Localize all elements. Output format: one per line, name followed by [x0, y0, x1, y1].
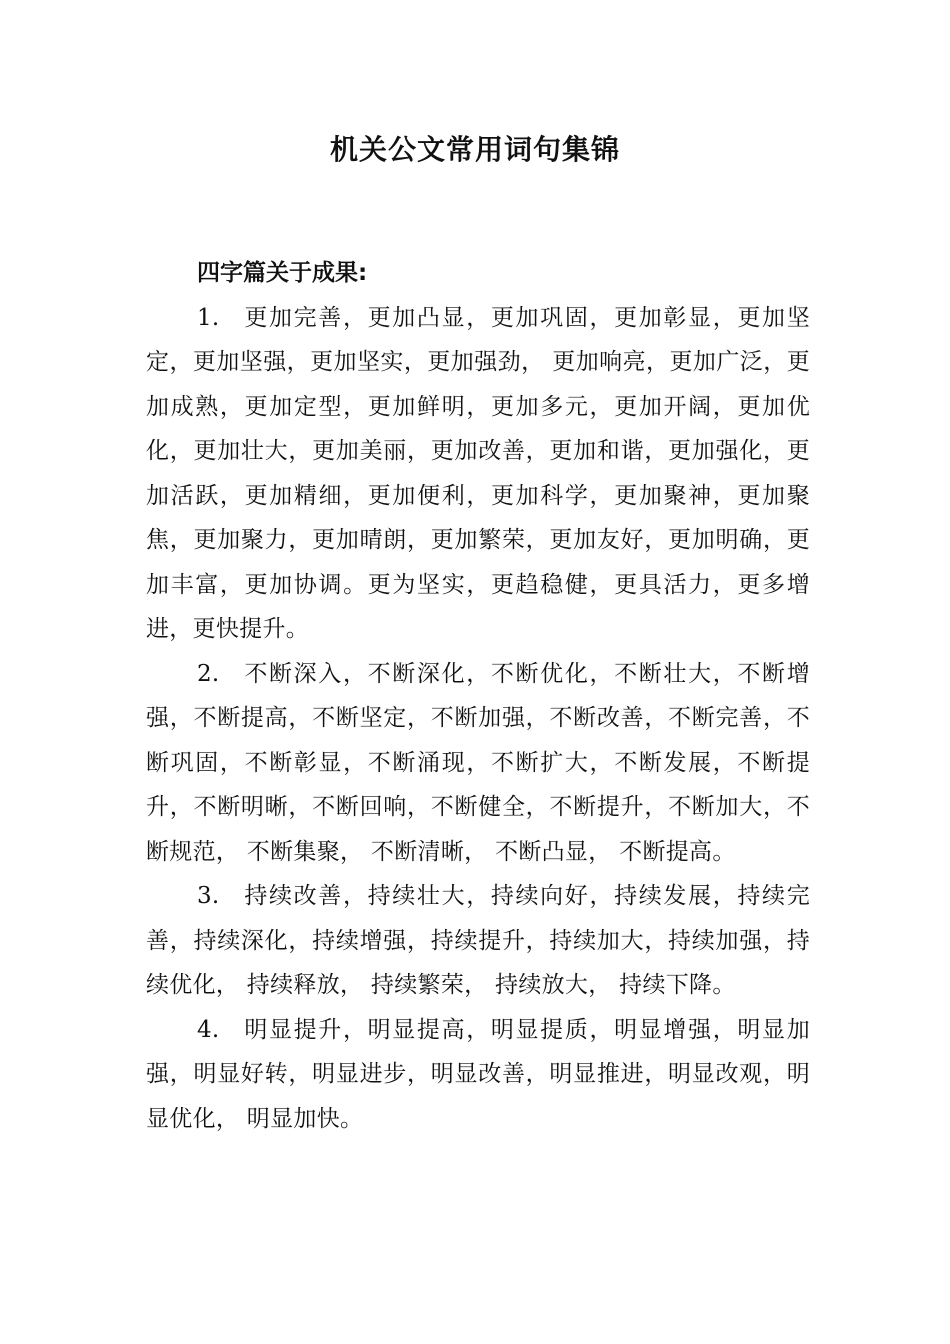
document-body	[146, 251, 810, 1141]
item-text: 明显提升，明显提高，明显提质，明显增强，明显加强，明显好转，明显进步，明显改善，明显推进，明显改观，明显优化， 明显加快。	[146, 1016, 810, 1132]
item-text: 持续改善，持续壮大，持续向好，持续发展，持续完善，持续深化，持续增强，持续提升，持续加大，持续加强，持续优化， 持续释放， 持续繁荣， 持续放大， 持续下降。	[146, 883, 810, 998]
item-number: 1.	[197, 304, 220, 331]
document-title: 机关公文常用词句集锦	[329, 133, 620, 166]
section-heading: 四字篇关于成果:	[197, 260, 368, 286]
item-number: 2.	[197, 660, 220, 687]
item-text: 更加完善，更加凸显，更加巩固，更加彰显，更加坚定，更加坚强，更加坚实，更加强劲， 更加响亮，更加广泛，更加成熟，更加定型，更加鲜明，更加多元，更加开阔，更加优化，更加壮大，更加美丽，更加改善，更加和谐，更加强化，更加活跃，更加精细，更加便利，更加科学，更加聚神，更加聚焦，更加聚力，更加晴朗，更加繁荣，更加友好，更加明确，更加丰富，更加协调。更为坚实，更趋稳健，更具活力，更多增进，更快提升。	[146, 304, 810, 642]
item-number: 3.	[197, 883, 220, 909]
list-item-1	[146, 296, 810, 652]
list-item-2	[146, 652, 810, 875]
list-item-3	[146, 874, 810, 1008]
item-text: 不断深入，不断深化，不断优化，不断壮大，不断增强，不断提高，不断坚定，不断加强，不断改善，不断完善，不断巩固，不断彰显，不断涌现，不断扩大，不断发展，不断提升，不断明晰，不断回响，不断健全，不断提升，不断加大，不断规范， 不断集聚， 不断清晰， 不断凸显， 不断提高。	[146, 660, 810, 865]
item-number: 4.	[197, 1016, 220, 1043]
list-item-4	[146, 1008, 810, 1142]
